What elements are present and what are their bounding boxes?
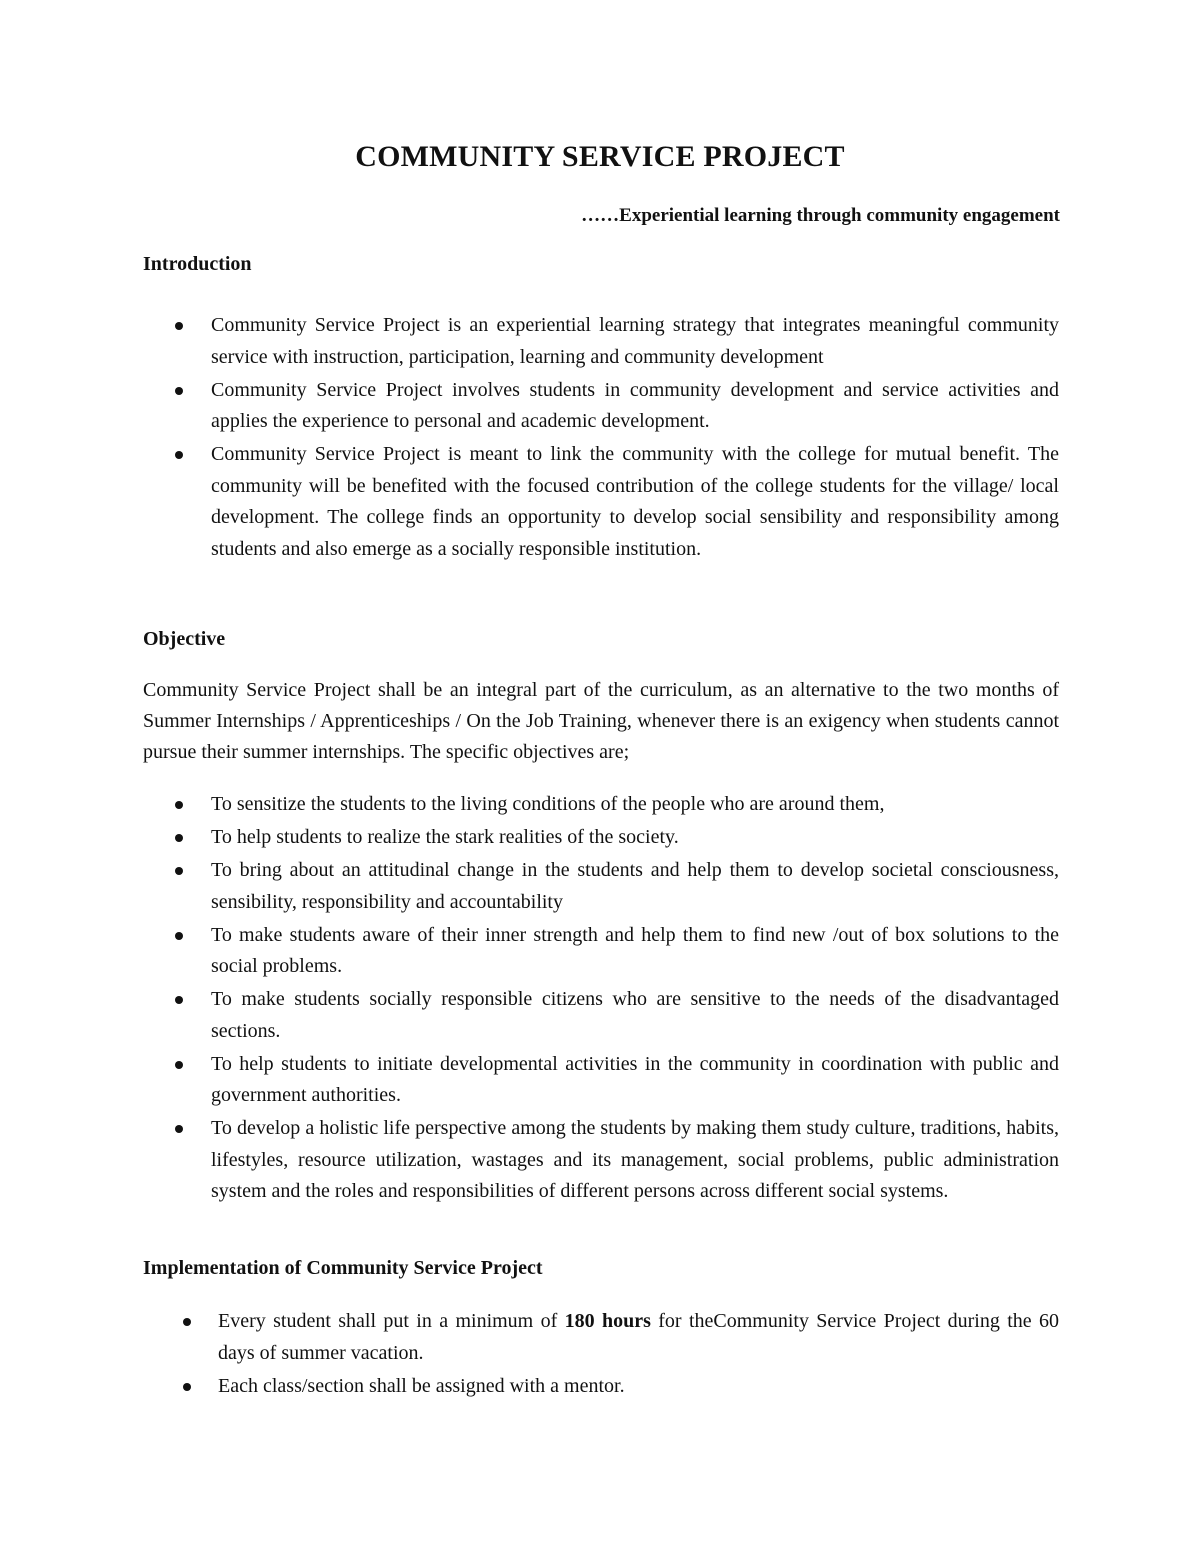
bullet-icon <box>175 834 183 842</box>
document-subtitle: ……Experiential learning through community engagement <box>581 205 1060 226</box>
list-item-text: To help students to realize the stark realities of the society. <box>211 826 679 848</box>
bullet-icon <box>183 1383 191 1391</box>
list-item-text: To make students socially responsible citizens who are sensitive to the needs of the disadvantaged sections. <box>211 988 1059 1042</box>
bullet-icon <box>175 996 183 1004</box>
objective-list <box>211 789 1059 1209</box>
list-item-text: Each class/section shall be assigned with a mentor. <box>218 1374 625 1397</box>
bullet-icon <box>175 801 183 809</box>
bullet-icon <box>175 867 183 875</box>
list-item-text: To sensitize the students to the living conditions of the people who are around them, <box>211 793 885 815</box>
bullet-icon <box>175 1061 183 1069</box>
list-item <box>211 310 1059 373</box>
list-item <box>211 1049 1059 1112</box>
list-item <box>211 984 1059 1047</box>
list-item-text: To help students to initiate developmental activities in the community in coordination with public and government authorities. <box>211 1052 1059 1106</box>
implementation-list <box>218 1306 1059 1404</box>
list-item-text: Community Service Project involves students in community development and service activities and applies the experience to personal and academic development. <box>211 378 1059 432</box>
list-item <box>211 375 1059 438</box>
bullet-icon <box>175 387 183 395</box>
introduction-list <box>211 310 1059 567</box>
bullet-icon <box>183 1318 191 1326</box>
list-item-text: To bring about an attitudinal change in the students and help them to develop societal consciousness, sensibility, responsibility and accountability <box>211 859 1059 913</box>
list-item <box>211 789 1059 821</box>
bullet-icon <box>175 322 183 330</box>
list-item <box>211 822 1059 854</box>
list-item-text: Community Service Project is an experiential learning strategy that integrates meaningful community service with instruction, participation, learning and community development <box>211 314 1059 368</box>
bullet-icon <box>175 932 183 940</box>
bullet-icon <box>175 451 183 459</box>
objective-paragraph: Community Service Project shall be an integral part of the curriculum, as an alternative to the two months of Summer Internships / Apprenticeships / On the Job Training, whenever there is an exigency when students cannot pursue their summer internships. The specific objectives are; <box>143 679 1059 763</box>
list-item-text-before: Every student shall put in a minimum of <box>218 1310 565 1332</box>
list-item-text-after: for theCommunity Service Project during the 60 days of summer vacation. <box>218 1310 1060 1364</box>
list-item <box>211 855 1059 918</box>
list-item <box>218 1306 1059 1369</box>
objective-heading: Objective <box>143 628 226 650</box>
list-item <box>211 920 1059 983</box>
introduction-heading: Introduction <box>143 253 252 275</box>
bullet-icon <box>175 1125 183 1133</box>
hours-emphasis: 180 hours <box>564 1310 651 1332</box>
list-item <box>211 1113 1059 1208</box>
implementation-heading: Implementation of Community Service Project <box>143 1257 543 1279</box>
list-item-text: To develop a holistic life perspective among the students by making them study culture, traditions, habits, lifestyles, resource utilization, wastages and its management, social problems, public administration system and the roles and responsibilities of different persons across different social systems. <box>211 1117 1059 1202</box>
list-item <box>211 439 1059 565</box>
document-title: COMMUNITY SERVICE PROJECT <box>355 140 845 173</box>
list-item <box>218 1371 1059 1403</box>
list-item-text: To make students aware of their inner strength and help them to find new /out of box solutions to the social problems. <box>211 923 1059 977</box>
list-item-text: Community Service Project is meant to link the community with the college for mutual benefit. The community will be benefited with the focused contribution of the college students for the village/ local development. The college finds an opportunity to develop social sensibility and responsibility among students and also emerge as a socially responsible institution. <box>211 443 1059 560</box>
